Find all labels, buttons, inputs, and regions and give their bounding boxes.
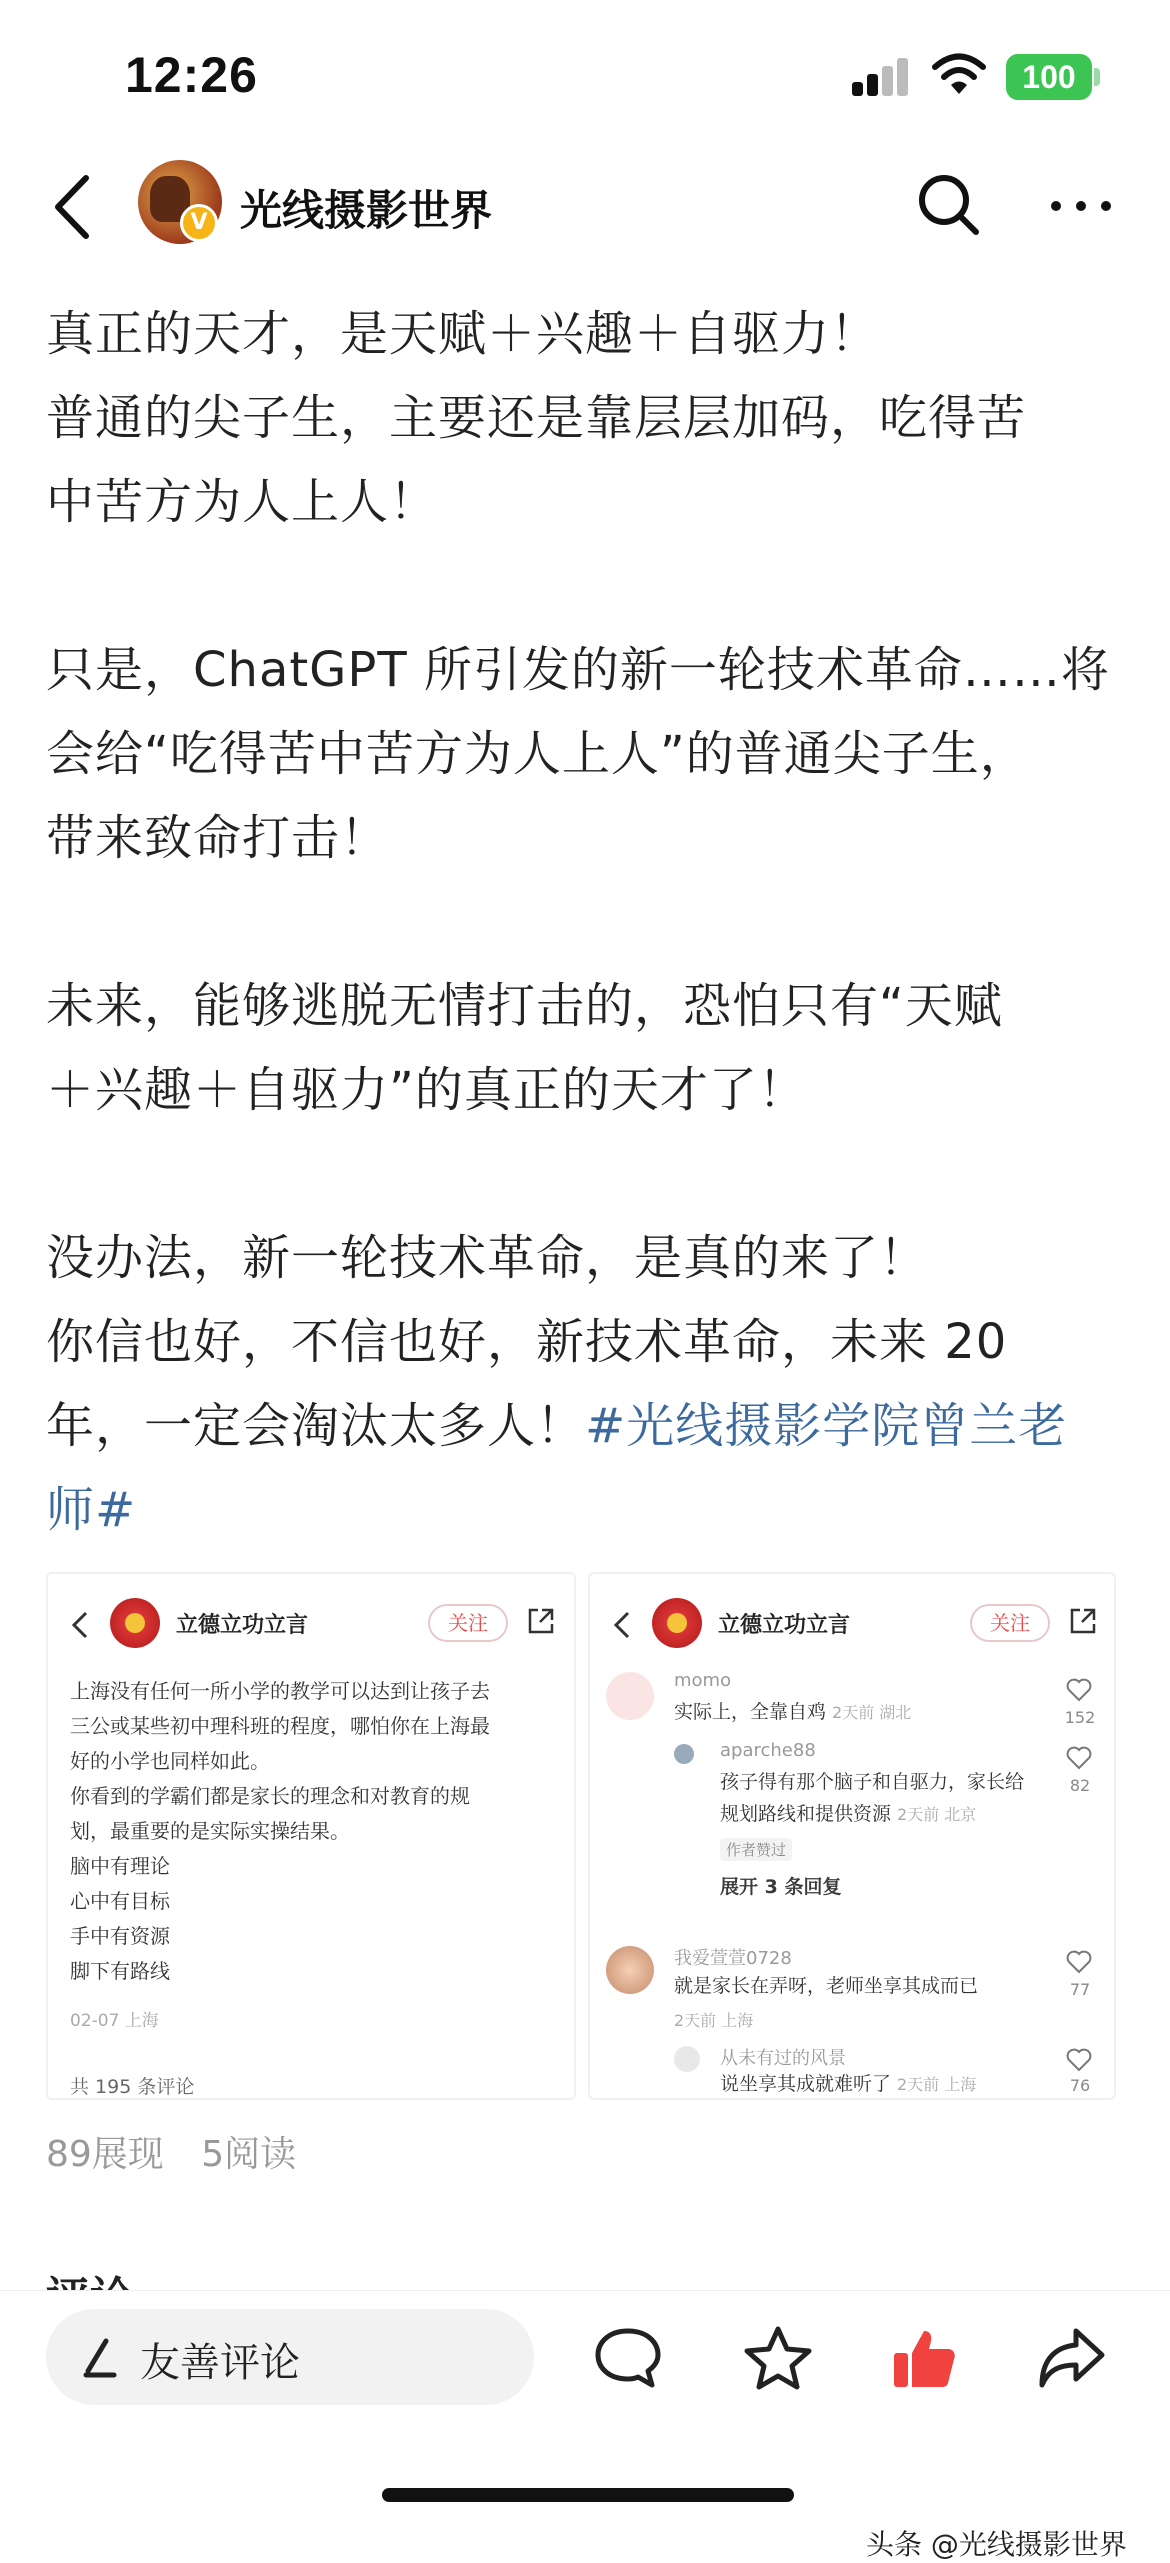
star-icon[interactable] bbox=[742, 2325, 814, 2391]
text-line: 你看到的学霸们都是家长的理念和对教育的规 bbox=[70, 1784, 470, 1808]
author-liked-tag: 作者赞过 bbox=[720, 1838, 792, 1861]
share-icon bbox=[1068, 1606, 1098, 1636]
battery-indicator: 100 bbox=[1006, 54, 1092, 100]
comment-placeholder: 友善评论 bbox=[140, 2340, 300, 2386]
watermark: 头条 @光线摄影世界 bbox=[866, 2528, 1127, 2561]
comment-time: 2天前 湖北 bbox=[832, 1703, 912, 1722]
comment-username: momo bbox=[674, 1670, 732, 1691]
status-bar bbox=[0, 0, 1170, 150]
reads-count: 5阅读 bbox=[201, 2134, 297, 2175]
battery-nub bbox=[1094, 68, 1100, 86]
text-line: 好的小学也同样如此。 bbox=[70, 1749, 270, 1773]
avatar bbox=[674, 2046, 700, 2072]
comment-input[interactable] bbox=[46, 2309, 534, 2405]
more-options-icon[interactable] bbox=[1046, 186, 1116, 226]
text-line: 普通的尖子生，主要还是靠层层加码，吃得苦 bbox=[46, 390, 1027, 446]
comment-username: 我爱萱萱0728 bbox=[674, 1948, 792, 1969]
comment-text: 孩子得有那个脑子和自驱力，家长给 bbox=[720, 1771, 1025, 1793]
heart-icon bbox=[1066, 1746, 1092, 1770]
paragraph bbox=[46, 292, 1136, 544]
paragraph bbox=[46, 628, 1136, 880]
thumbs-up-icon[interactable] bbox=[888, 2325, 960, 2391]
like-count: 152 bbox=[1064, 1708, 1096, 1727]
like-count: 76 bbox=[1069, 2076, 1091, 2095]
text-line: 脚下有路线 bbox=[70, 1959, 170, 1983]
comment-text bbox=[720, 2068, 976, 2101]
comment-time: 2天前 北京 bbox=[897, 1805, 977, 1824]
text-line: 没办法，新一轮技术革命，是真的来了！ bbox=[46, 1230, 929, 1286]
comment-username: 从未有过的风景 bbox=[720, 2048, 846, 2069]
avatar bbox=[674, 1744, 694, 1764]
comments-section-title bbox=[46, 2262, 134, 2292]
text-line: 带来致命打击！ bbox=[46, 810, 390, 866]
text-line: ＋兴趣＋自驱力”的真正的天才了！ bbox=[46, 1062, 807, 1118]
account-name[interactable]: 光线摄影世界 bbox=[240, 186, 493, 235]
text-segment: 年，一定会淘汰太多人！ bbox=[46, 1398, 586, 1454]
text-line: 心中有目标 bbox=[70, 1889, 170, 1913]
comment-text: 就是家长在弄呀，老师坐享其成而已 bbox=[674, 1975, 979, 1997]
comment-bubble-icon[interactable] bbox=[592, 2325, 664, 2391]
text-line: 未来，能够逃脱无情打击的，恐怕只有“天赋 bbox=[46, 978, 1003, 1034]
text-line: 只是，ChatGPT 所引发的新一轮技术革命……将 bbox=[46, 642, 1110, 698]
back-icon[interactable] bbox=[46, 172, 106, 242]
hashtag-link[interactable]: #光线摄影学院曾兰老 bbox=[585, 1398, 1068, 1454]
text-line: 你信也好，不信也好，新技术革命，未来 20 bbox=[46, 1314, 1008, 1370]
home-indicator bbox=[382, 2488, 794, 2502]
share-icon bbox=[526, 1606, 556, 1636]
embedded-image-right[interactable] bbox=[588, 1572, 1116, 2100]
heart-icon bbox=[1066, 2048, 1092, 2072]
like-count: 77 bbox=[1069, 1980, 1091, 1999]
avatar bbox=[606, 1946, 654, 1994]
text-line: 手中有资源 bbox=[70, 1924, 170, 1948]
embed-account-name: 立德立功立言 bbox=[176, 1613, 309, 1638]
post-meta: 02-07 上海 bbox=[70, 2011, 159, 2031]
cellular-signal-icon bbox=[852, 56, 912, 96]
text-line: 会给“吃得苦中苦方为人上人”的普通尖子生， bbox=[46, 726, 1029, 782]
follow-button: 关注 bbox=[970, 1604, 1050, 1642]
comment-time: 2天前 上海 bbox=[897, 2075, 977, 2094]
avatar bbox=[652, 1598, 702, 1648]
search-icon[interactable] bbox=[912, 168, 984, 240]
article-stats bbox=[46, 2126, 322, 2177]
article-body bbox=[46, 292, 1136, 1552]
heart-icon bbox=[1066, 1950, 1092, 1974]
like-count: 82 bbox=[1069, 1776, 1091, 1795]
text-line: 上海没有任何一所小学的教学可以达到让孩子去 bbox=[70, 1679, 490, 1703]
comment-body: 说坐享其成就难听了 bbox=[720, 2073, 892, 2095]
comment-body: 实际上，全靠自鸡 bbox=[674, 1701, 827, 1723]
comment-time: 2天前 上海 bbox=[674, 2011, 754, 2030]
embedded-image-left[interactable] bbox=[46, 1572, 576, 2100]
article-header bbox=[0, 150, 1170, 260]
comment-text bbox=[720, 1798, 976, 1831]
back-icon bbox=[612, 1610, 632, 1640]
pen-icon bbox=[80, 2335, 120, 2379]
heart-icon bbox=[1066, 1678, 1092, 1702]
text-line: 真正的天才，是天赋＋兴趣＋自驱力！ bbox=[46, 306, 880, 362]
expand-replies: 展开 3 条回复 bbox=[720, 1876, 842, 1898]
comment-text bbox=[674, 1696, 911, 1729]
comment-count: 共 195 条评论 bbox=[70, 2076, 195, 2098]
wifi-icon bbox=[932, 52, 986, 96]
back-icon bbox=[70, 1610, 90, 1640]
embed-account-name: 立德立功立言 bbox=[718, 1613, 851, 1638]
text-line: 三公或某些初中理科班的程度，哪怕你在上海最 bbox=[70, 1714, 490, 1738]
text-line: 中苦方为人上人！ bbox=[46, 474, 439, 530]
views-count: 89展现 bbox=[46, 2134, 164, 2175]
comment-body: 规划路线和提供资源 bbox=[720, 1803, 892, 1825]
verified-badge-icon: V bbox=[180, 204, 218, 242]
embed-post-text bbox=[70, 1674, 560, 1989]
paragraph bbox=[46, 964, 1136, 1132]
share-arrow-icon[interactable] bbox=[1036, 2325, 1108, 2391]
avatar bbox=[110, 1598, 160, 1648]
follow-button: 关注 bbox=[428, 1604, 508, 1642]
text-line bbox=[46, 1384, 1136, 1468]
paragraph bbox=[46, 1216, 1136, 1552]
comment-username: aparche88 bbox=[720, 1740, 816, 1761]
status-time: 12:26 bbox=[125, 47, 258, 103]
avatar bbox=[606, 1672, 654, 1720]
text-line: 脑中有理论 bbox=[70, 1854, 170, 1878]
hashtag-link[interactable]: 师# bbox=[46, 1482, 137, 1538]
text-line: 划，最重要的是实际实操结果。 bbox=[70, 1819, 350, 1843]
